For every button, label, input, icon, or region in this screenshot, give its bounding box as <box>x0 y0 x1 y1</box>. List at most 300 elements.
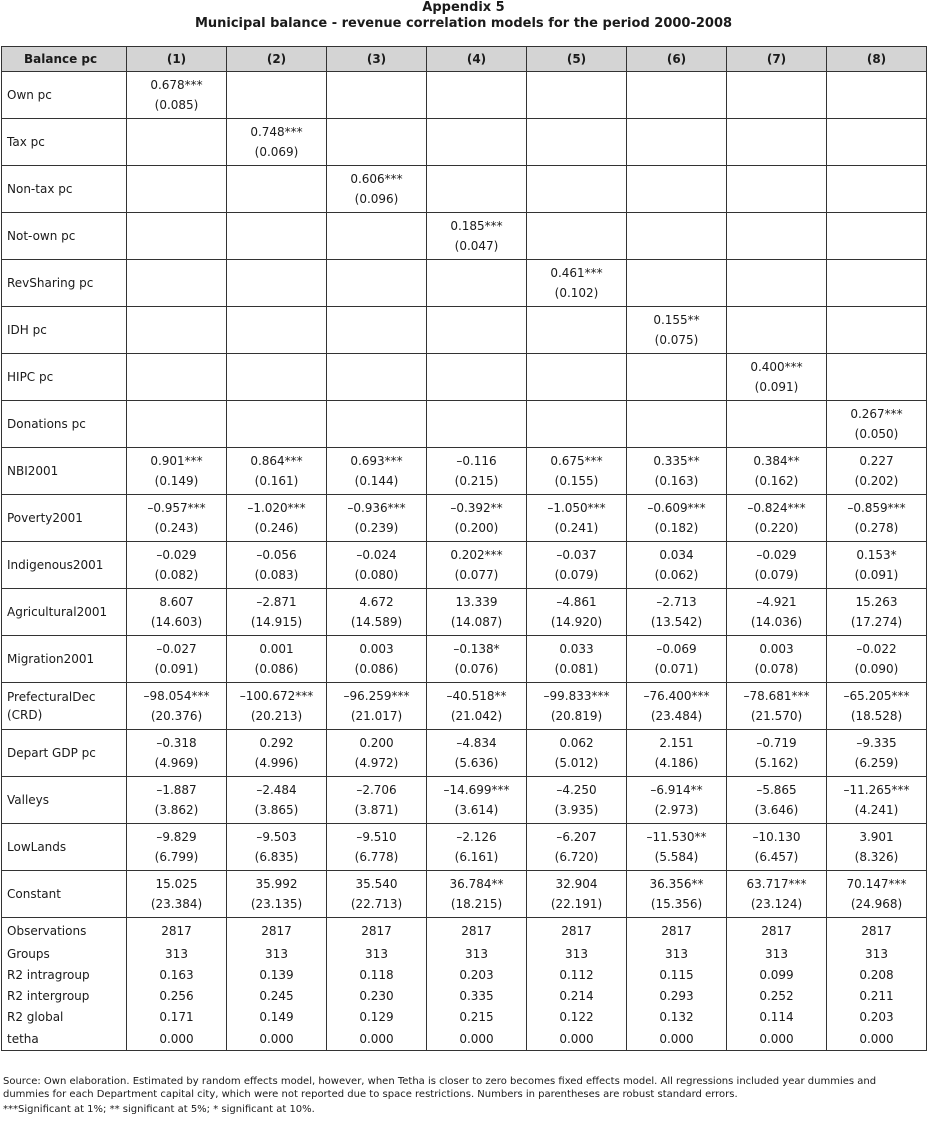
standard-error-value: (0.085) <box>154 98 199 112</box>
standard-error-value: (5.012) <box>554 756 599 770</box>
stats-value: 0.203 <box>827 1006 927 1027</box>
standard-error-value: (0.096) <box>354 192 399 206</box>
standard-error-value: (24.968) <box>850 897 903 911</box>
stats-value: 313 <box>327 943 427 964</box>
coefficient-cell <box>427 683 527 730</box>
coefficient-value: –96.259*** <box>343 689 410 703</box>
coefficient-value: 0.227 <box>859 454 894 468</box>
row-label: Donations pc <box>2 401 127 448</box>
stats-value: 0.335 <box>427 985 527 1006</box>
coefficient-cell <box>127 730 227 777</box>
coefficient-cell <box>127 448 227 495</box>
coefficient-value: 0.606*** <box>350 172 403 186</box>
coefficient-cell <box>227 307 327 354</box>
coefficient-cell <box>227 495 327 542</box>
coefficient-cell <box>527 683 627 730</box>
significance-note: ***Significant at 1%; ** significant at 5%; * significant at 10%. <box>3 1104 315 1115</box>
coefficient-cell <box>827 307 927 354</box>
standard-error-value: (5.636) <box>454 756 499 770</box>
coefficient-value: –10.130 <box>752 830 801 844</box>
coefficient-cell <box>327 683 427 730</box>
row-label: Constant <box>2 871 127 918</box>
standard-error-value: (4.969) <box>154 756 199 770</box>
standard-error-value: (0.076) <box>454 662 499 676</box>
coefficient-value: 0.693*** <box>350 454 403 468</box>
standard-error-value: (0.081) <box>554 662 599 676</box>
stats-value: 2817 <box>827 918 927 944</box>
coefficient-value: –0.719 <box>756 736 797 750</box>
stats-value: 0.214 <box>527 985 627 1006</box>
coefficient-cell <box>727 119 827 166</box>
coefficient-value: –0.027 <box>156 642 197 656</box>
coefficient-value: 0.062 <box>559 736 594 750</box>
stats-value: 0.171 <box>127 1006 227 1027</box>
standard-error-value: (21.017) <box>350 709 403 723</box>
coefficient-cell <box>827 542 927 589</box>
coefficient-cell <box>327 72 427 119</box>
standard-error-value: (3.935) <box>554 803 599 817</box>
standard-error-value: (17.274) <box>850 615 903 629</box>
table-row <box>2 683 927 730</box>
coefficient-value: –0.138* <box>453 642 500 656</box>
coefficient-value: 13.339 <box>455 595 498 609</box>
table-row <box>2 777 927 824</box>
coefficient-value: –0.609*** <box>647 501 706 515</box>
standard-error-value: (6.778) <box>354 850 399 864</box>
coefficient-cell <box>727 495 827 542</box>
coefficient-cell <box>227 730 327 777</box>
coefficient-value: 0.675*** <box>550 454 603 468</box>
regression-table <box>1 46 927 1051</box>
stats-value: 0.245 <box>227 985 327 1006</box>
standard-error-value: (0.062) <box>654 568 699 582</box>
coefficient-cell <box>527 307 627 354</box>
coefficient-value: 0.185*** <box>450 219 503 233</box>
row-label: Not-own pc <box>2 213 127 260</box>
stats-value: 0.122 <box>527 1006 627 1027</box>
coefficient-value: 3.901 <box>859 830 894 844</box>
coefficient-cell <box>427 260 527 307</box>
coefficient-cell <box>527 354 627 401</box>
table-notes <box>3 1075 925 1116</box>
coefficient-cell <box>727 354 827 401</box>
coefficient-cell <box>527 589 627 636</box>
stats-value: 0.215 <box>427 1006 527 1027</box>
coefficient-cell <box>627 72 727 119</box>
coefficient-value: –11.530** <box>646 830 707 844</box>
coefficient-cell <box>127 542 227 589</box>
stats-value: 0.000 <box>627 1027 727 1051</box>
coefficient-cell <box>627 777 727 824</box>
coefficient-value: –0.392** <box>450 501 503 515</box>
table-row <box>2 636 927 683</box>
coefficient-cell <box>127 166 227 213</box>
coefficient-value: –1.050*** <box>547 501 606 515</box>
stats-value: 313 <box>827 943 927 964</box>
stats-value: 313 <box>727 943 827 964</box>
standard-error-value: (0.071) <box>654 662 699 676</box>
coefficient-cell <box>827 401 927 448</box>
coefficient-cell <box>127 495 227 542</box>
coefficient-value: 2.151 <box>659 736 694 750</box>
coefficient-value: 0.153* <box>856 548 897 562</box>
coefficient-cell <box>127 871 227 918</box>
standard-error-value: (14.589) <box>350 615 403 629</box>
coefficient-value: 0.267*** <box>850 407 903 421</box>
coefficient-value: 0.001 <box>259 642 294 656</box>
coefficient-cell <box>427 871 527 918</box>
coefficient-cell <box>527 730 627 777</box>
coefficient-value: 0.034 <box>659 548 694 562</box>
standard-error-value: (4.241) <box>854 803 899 817</box>
stats-row <box>2 1006 927 1027</box>
stats-row <box>2 918 927 944</box>
coefficient-cell <box>427 354 527 401</box>
coefficient-cell <box>427 72 527 119</box>
coefficient-cell <box>527 448 627 495</box>
standard-error-value: (0.047) <box>454 239 499 253</box>
standard-error-value: (23.484) <box>650 709 703 723</box>
standard-error-value: (23.384) <box>150 897 203 911</box>
standard-error-value: (0.149) <box>154 474 199 488</box>
coefficient-value: 63.717*** <box>746 877 807 891</box>
row-label: Own pc <box>2 72 127 119</box>
stats-value: 0.000 <box>327 1027 427 1051</box>
coefficient-value: 0.155** <box>653 313 700 327</box>
coefficient-cell <box>827 166 927 213</box>
coefficient-value: 0.678*** <box>150 78 203 92</box>
standard-error-value: (22.713) <box>350 897 403 911</box>
coefficient-cell <box>827 260 927 307</box>
standard-error-value: (0.200) <box>454 521 499 535</box>
standard-error-value: (0.243) <box>154 521 199 535</box>
standard-error-value: (0.050) <box>854 427 899 441</box>
standard-error-value: (2.973) <box>654 803 699 817</box>
standard-error-value: (3.865) <box>254 803 299 817</box>
coefficient-cell <box>727 307 827 354</box>
standard-error-value: (0.246) <box>254 521 299 535</box>
standard-error-value: (18.528) <box>850 709 903 723</box>
coefficient-value: 0.384** <box>753 454 800 468</box>
coefficient-cell <box>327 495 427 542</box>
coefficient-cell <box>527 401 627 448</box>
coefficient-value: 35.540 <box>355 877 398 891</box>
standard-error-value: (18.215) <box>450 897 503 911</box>
column-header-model: (3) <box>327 47 427 72</box>
coefficient-cell <box>627 730 727 777</box>
table-row <box>2 72 927 119</box>
standard-error-value: (0.077) <box>454 568 499 582</box>
stats-row <box>2 943 927 964</box>
coefficient-value: –78.681*** <box>743 689 810 703</box>
row-label: Depart GDP pc <box>2 730 127 777</box>
coefficient-value: –65.205*** <box>843 689 910 703</box>
stats-value: 0.163 <box>127 964 227 985</box>
coefficient-cell <box>427 307 527 354</box>
coefficient-cell <box>427 730 527 777</box>
standard-error-value: (3.871) <box>354 803 399 817</box>
coefficient-cell <box>327 354 427 401</box>
appendix-title: Appendix 5 <box>422 0 505 15</box>
standard-error-value: (0.091) <box>754 380 799 394</box>
standard-error-value: (0.082) <box>154 568 199 582</box>
coefficient-value: –0.859*** <box>847 501 906 515</box>
coefficient-cell <box>427 166 527 213</box>
coefficient-cell <box>127 777 227 824</box>
coefficient-value: 0.335** <box>653 454 700 468</box>
coefficient-cell <box>327 119 427 166</box>
coefficient-value: –2.713 <box>656 595 697 609</box>
coefficient-value: –2.871 <box>256 595 297 609</box>
coefficient-cell <box>327 448 427 495</box>
table-subtitle: Municipal balance - revenue correlation models for the period 2000-2008 <box>194 16 733 31</box>
stats-value: 2817 <box>427 918 527 944</box>
coefficient-value: 0.003 <box>359 642 394 656</box>
standard-error-value: (0.239) <box>354 521 399 535</box>
stats-value: 0.114 <box>727 1006 827 1027</box>
coefficient-value: 36.356** <box>649 877 704 891</box>
row-label: Agricultural2001 <box>2 589 127 636</box>
coefficient-cell <box>627 354 727 401</box>
row-label: Tax pc <box>2 119 127 166</box>
coefficient-cell <box>627 636 727 683</box>
coefficient-value: 4.672 <box>359 595 394 609</box>
coefficient-cell <box>727 260 827 307</box>
coefficient-cell <box>227 119 327 166</box>
coefficient-value: –4.861 <box>556 595 597 609</box>
coefficient-cell <box>127 589 227 636</box>
standard-error-value: (6.161) <box>454 850 499 864</box>
coefficient-cell <box>527 72 627 119</box>
stats-value: 313 <box>527 943 627 964</box>
standard-error-value: (0.079) <box>754 568 799 582</box>
coefficient-value: –100.672*** <box>239 689 314 703</box>
coefficient-cell <box>427 119 527 166</box>
stats-value: 0.000 <box>527 1027 627 1051</box>
coefficient-cell <box>627 260 727 307</box>
table-header-row <box>2 47 927 72</box>
coefficient-value: 32.904 <box>555 877 598 891</box>
row-label: Non-tax pc <box>2 166 127 213</box>
coefficient-cell <box>827 354 927 401</box>
standard-error-value: (15.356) <box>650 897 703 911</box>
coefficient-cell <box>327 589 427 636</box>
standard-error-value: (0.215) <box>454 474 499 488</box>
standard-error-value: (6.457) <box>754 850 799 864</box>
standard-error-value: (3.614) <box>454 803 499 817</box>
coefficient-value: –5.865 <box>756 783 797 797</box>
coefficient-cell <box>627 166 727 213</box>
coefficient-cell <box>327 166 427 213</box>
standard-error-value: (20.819) <box>550 709 603 723</box>
standard-error-value: (0.090) <box>854 662 899 676</box>
coefficient-value: –0.029 <box>756 548 797 562</box>
stats-label: R2 global <box>2 1006 127 1027</box>
column-header-model: (4) <box>427 47 527 72</box>
coefficient-cell <box>727 542 827 589</box>
stats-value: 0.099 <box>727 964 827 985</box>
stats-value: 0.000 <box>727 1027 827 1051</box>
coefficient-cell <box>627 448 727 495</box>
standard-error-value: (3.862) <box>154 803 199 817</box>
coefficient-cell <box>327 871 427 918</box>
coefficient-cell <box>527 213 627 260</box>
coefficient-cell <box>127 683 227 730</box>
table-row <box>2 542 927 589</box>
coefficient-value: 0.901*** <box>150 454 203 468</box>
stats-label: Observations <box>2 918 127 944</box>
coefficient-value: 0.033 <box>559 642 594 656</box>
stats-value: 313 <box>127 943 227 964</box>
stats-label: R2 intragroup <box>2 964 127 985</box>
row-label: Indigenous2001 <box>2 542 127 589</box>
table-row <box>2 119 927 166</box>
stats-value: 0.132 <box>627 1006 727 1027</box>
standard-error-value: (14.915) <box>250 615 303 629</box>
coefficient-cell <box>627 307 727 354</box>
coefficient-value: –0.029 <box>156 548 197 562</box>
coefficient-cell <box>327 307 427 354</box>
stats-value: 0.000 <box>227 1027 327 1051</box>
row-label: IDH pc <box>2 307 127 354</box>
stats-value: 313 <box>227 943 327 964</box>
coefficient-cell <box>727 166 827 213</box>
coefficient-value: 8.607 <box>159 595 194 609</box>
coefficient-cell <box>827 730 927 777</box>
column-header-model: (8) <box>827 47 927 72</box>
standard-error-value: (14.603) <box>150 615 203 629</box>
coefficient-value: –0.824*** <box>747 501 806 515</box>
column-header-model: (7) <box>727 47 827 72</box>
coefficient-cell <box>827 119 927 166</box>
coefficient-cell <box>727 589 827 636</box>
standard-error-value: (6.835) <box>254 850 299 864</box>
stats-value: 0.000 <box>827 1027 927 1051</box>
coefficient-cell <box>227 589 327 636</box>
stats-value: 2817 <box>727 918 827 944</box>
column-header-model: (2) <box>227 47 327 72</box>
row-label: HIPC pc <box>2 354 127 401</box>
coefficient-cell <box>227 448 327 495</box>
coefficient-cell <box>227 542 327 589</box>
coefficient-cell <box>427 401 527 448</box>
coefficient-value: –99.833*** <box>543 689 610 703</box>
standard-error-value: (14.087) <box>450 615 503 629</box>
coefficient-value: 35.992 <box>255 877 298 891</box>
standard-error-value: (13.542) <box>650 615 703 629</box>
coefficient-value: –4.250 <box>556 783 597 797</box>
stats-value: 0.208 <box>827 964 927 985</box>
coefficient-value: 0.748*** <box>250 125 303 139</box>
coefficient-cell <box>727 448 827 495</box>
coefficient-value: –0.069 <box>656 642 697 656</box>
coefficient-value: –9.829 <box>156 830 197 844</box>
table-row <box>2 354 927 401</box>
standard-error-value: (4.186) <box>654 756 699 770</box>
standard-error-value: (20.376) <box>150 709 203 723</box>
coefficient-cell <box>127 119 227 166</box>
stats-value: 0.211 <box>827 985 927 1006</box>
standard-error-value: (4.972) <box>354 756 399 770</box>
coefficient-cell <box>327 401 427 448</box>
stats-row <box>2 985 927 1006</box>
coefficient-cell <box>727 824 827 871</box>
table-row <box>2 824 927 871</box>
coefficient-cell <box>627 119 727 166</box>
standard-error-value: (0.102) <box>554 286 599 300</box>
coefficient-cell <box>427 824 527 871</box>
stats-value: 2817 <box>627 918 727 944</box>
coefficient-cell <box>227 824 327 871</box>
coefficient-cell <box>127 307 227 354</box>
coefficient-cell <box>327 542 427 589</box>
column-header-variable: Balance pc <box>2 47 127 72</box>
standard-error-value: (0.278) <box>854 521 899 535</box>
coefficient-cell <box>127 213 227 260</box>
coefficient-cell <box>427 636 527 683</box>
table-body <box>2 72 927 1051</box>
coefficient-value: –2.706 <box>356 783 397 797</box>
standard-error-value: (4.996) <box>254 756 299 770</box>
standard-error-value: (3.646) <box>754 803 799 817</box>
row-label <box>2 683 127 730</box>
standard-error-value: (23.135) <box>250 897 303 911</box>
standard-error-value: (0.220) <box>754 521 799 535</box>
standard-error-value: (21.042) <box>450 709 503 723</box>
coefficient-value: –0.037 <box>556 548 597 562</box>
coefficient-cell <box>127 354 227 401</box>
standard-error-value: (0.155) <box>554 474 599 488</box>
standard-error-value: (14.920) <box>550 615 603 629</box>
coefficient-cell <box>427 777 527 824</box>
stats-value: 0.112 <box>527 964 627 985</box>
coefficient-cell <box>327 730 427 777</box>
coefficient-value: –2.484 <box>256 783 297 797</box>
table-row <box>2 166 927 213</box>
coefficient-cell <box>227 683 327 730</box>
column-header-model: (1) <box>127 47 227 72</box>
coefficient-cell <box>627 401 727 448</box>
coefficient-value: –2.126 <box>456 830 497 844</box>
coefficient-cell <box>227 260 327 307</box>
coefficient-cell <box>527 119 627 166</box>
coefficient-cell <box>127 401 227 448</box>
stats-value: 0.139 <box>227 964 327 985</box>
coefficient-value: –14.699*** <box>443 783 510 797</box>
stats-value: 0.230 <box>327 985 427 1006</box>
coefficient-cell <box>827 824 927 871</box>
coefficient-cell <box>827 636 927 683</box>
coefficient-value: –0.022 <box>856 642 897 656</box>
coefficient-value: –98.054*** <box>143 689 210 703</box>
coefficient-cell <box>727 683 827 730</box>
table-row <box>2 730 927 777</box>
coefficient-cell <box>827 777 927 824</box>
row-label: RevSharing pc <box>2 260 127 307</box>
row-label: Migration2001 <box>2 636 127 683</box>
coefficient-cell <box>727 401 827 448</box>
stats-label: Groups <box>2 943 127 964</box>
coefficient-value: –0.024 <box>356 548 397 562</box>
coefficient-cell <box>227 401 327 448</box>
coefficient-value: 15.263 <box>855 595 898 609</box>
standard-error-value: (8.326) <box>854 850 899 864</box>
standard-error-value: (14.036) <box>750 615 803 629</box>
standard-error-value: (5.162) <box>754 756 799 770</box>
standard-error-value: (0.163) <box>654 474 699 488</box>
stats-value: 2817 <box>327 918 427 944</box>
coefficient-cell <box>827 495 927 542</box>
